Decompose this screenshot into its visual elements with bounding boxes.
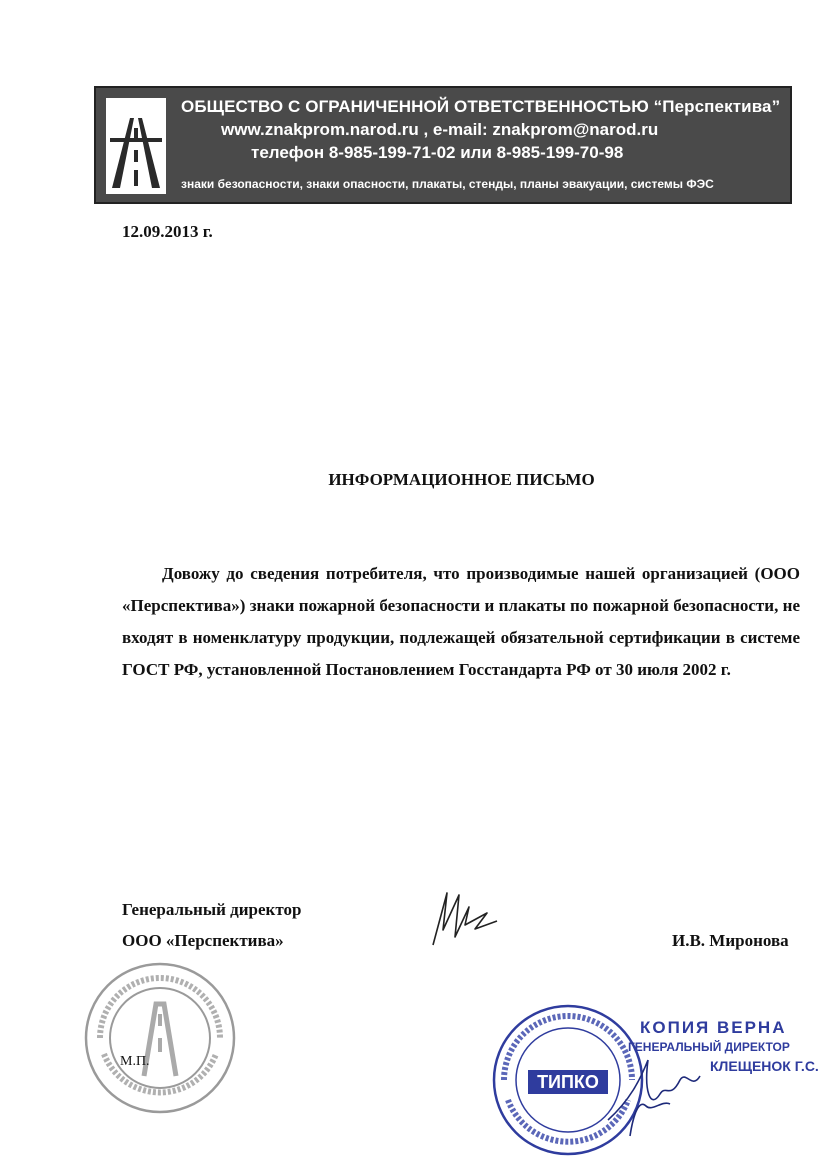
copy-stamp-line1: КОПИЯ ВЕРНА — [640, 1018, 787, 1037]
company-web-email: www.znakprom.narod.ru , e-mail: znakprom@narod.ru — [221, 120, 659, 139]
signer-organization: ООО «Перспектива» — [122, 931, 284, 950]
seal-place-mark: М.П. — [120, 1054, 150, 1069]
road-logo-icon — [106, 98, 166, 194]
svg-text:ТИПКО: ТИПКО — [537, 1072, 599, 1092]
company-name: ОБЩЕСТВО С ОГРАНИЧЕННОЙ ОТВЕТСТВЕННОСТЬЮ “Перспектива” — [181, 97, 781, 116]
company-seal-icon — [80, 958, 240, 1118]
letter-title: ИНФОРМАЦИОННОЕ ПИСЬМО — [328, 470, 595, 489]
signer-name: И.В. Миронова — [672, 931, 789, 950]
company-phones: телефон 8-985-199-71-02 или 8-985-199-70-98 — [251, 143, 624, 162]
handwritten-signature-icon — [425, 885, 505, 950]
letter-date: 12.09.2013 г. — [122, 222, 213, 241]
copy-stamp-line2: ГЕНЕРАЛЬНЫЙ ДИРЕКТОР — [628, 1040, 790, 1054]
copy-signature-icon — [600, 1040, 710, 1140]
company-products: знаки безопасности, знаки опасности, плакаты, стенды, планы эвакуации, системы ФЭС — [181, 177, 714, 191]
letterhead-banner — [94, 86, 792, 204]
signer-role: Генеральный директор — [122, 900, 302, 919]
copy-stamp-line3: КЛЕЩЕНОК Г.С. — [710, 1058, 819, 1074]
letter-body: Довожу до сведения потребителя, что производимые нашей организацией (ООО «Перспектива») знаки пожарной безопасности и плакаты по пожарной безопасности, не входят в номенклатуру продукции, подлежащей обязательной сертификации в системе ГОСТ РФ, установленной Постановлением Госстандарта РФ от 30 июля 2002 г. — [122, 564, 800, 679]
